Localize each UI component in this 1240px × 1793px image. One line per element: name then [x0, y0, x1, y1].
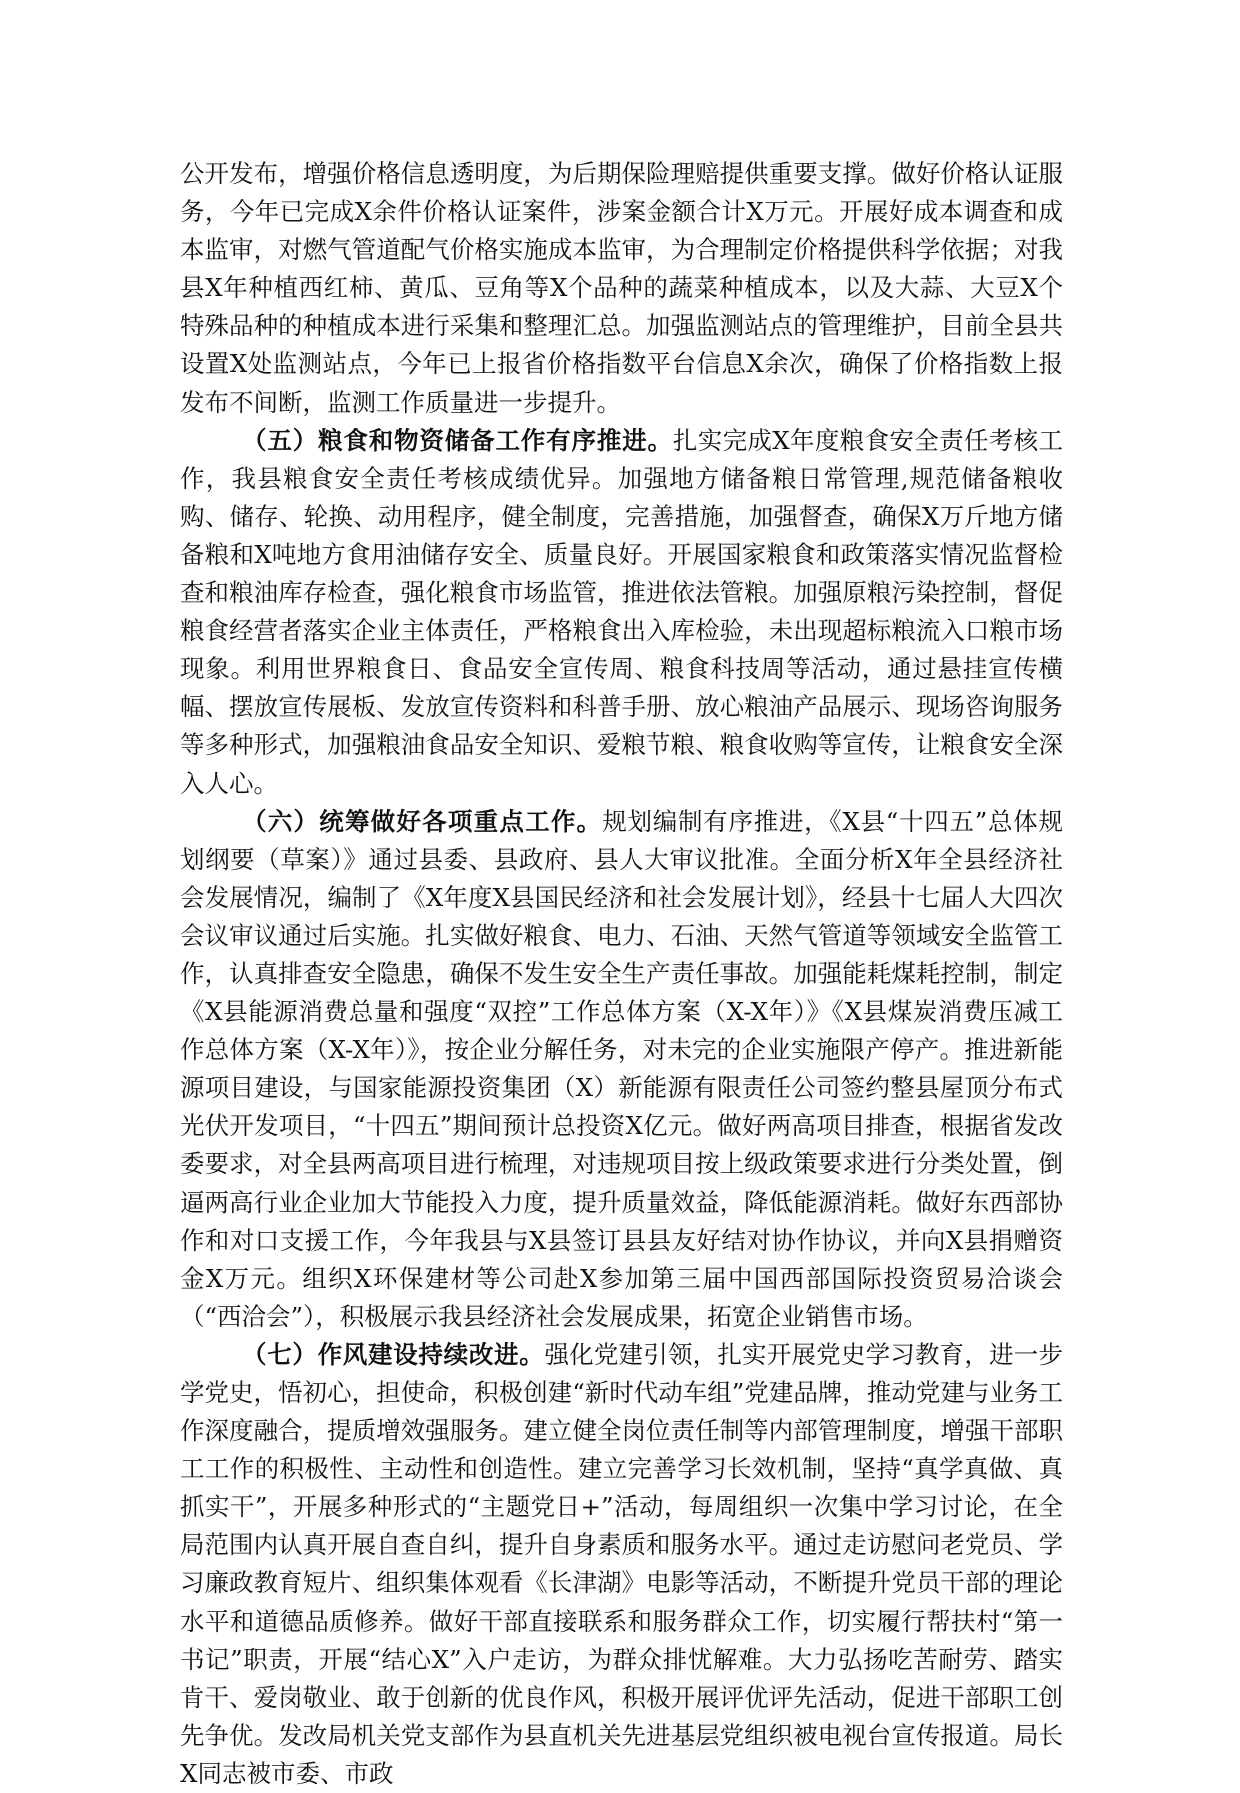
paragraph-text: 规划编制有序推进，《X县“十四五”总体规划纲要（草案）》通过县委、县政府、县人大审议批准。全面分析X年全县经济社会发展情况，编制了《X年度X县国民经济和社会发展计划》，经县十七届人大四次会议审议通过后实施。扎实做好粮食、电力、石油、天然气管道等领域安全监管工作，认真排查安全隐患，确保不发生安全生产责任事故。加强能耗煤耗控制，制定《X县能源消费总量和强度“双控”工作总体方案（X-X年）》《X县煤炭消费压减工作总体方案（X-X年）》，按企业分解任务，对未完的企业实施限产停产。推进新能源项目建设，与国家能源投资集团（X）新能源有限责任公司签约整县屋顶分布式光伏开发项目，“十四五”期间预计总投资X亿元。做好两高项目排查，根据省发改委要求，对全县两高项目进行梳理，对违规项目按上级政策要求进行分类处置，倒逼两高行业企业加大节能投入力度，提升质量效益，降低能源消耗。做好东西部协作和对口支援工作，今年我县与X县签订县县友好结对协作协议，并向X县捐赠资金X万元。组织X环保建材等公司赴X参加第三届中国西部国际投资贸易洽谈会（“西洽会”），积极展示我县经济社会发展成果，拓宽企业销售市场。 — [180, 806, 1063, 1331]
section-heading-7: （七）作风建设持续改进。 — [242, 1339, 545, 1369]
paragraph-text: 公开发布，增强价格信息透明度，为后期保险理赔提供重要支撑。做好价格认证服务，今年已完成X余件价格认证案件，涉案金额合计X万元。开展好成本调查和成本监审，对燃气管道配气价格实施成本监审，为合理制定价格提供科学依据；对我县X年种植西红柿、黄瓜、豆角等X个品种的蔬菜种植成本，以及大蒜、大豆X个特殊品种的种植成本进行采集和整理汇总。加强监测站点的管理维护，目前全县共设置X处监测站点，今年已上报省价格指数平台信息X余次，确保了价格指数上报发布不间断，监测工作质量进一步提升。 — [180, 159, 1063, 417]
section-heading-5: （五）粮食和物资储备工作有序推进。 — [242, 425, 673, 455]
paragraph-grain-reserve — [180, 422, 1063, 803]
paragraph-text: 强化党建引领，扎实开展党史学习教育，进一步学党史，悟初心，担使命，积极创建“新时代动车组”党建品牌，推动党建与业务工作深度融合，提质增效强服务。建立健全岗位责任制等内部管理制度，增强干部职工工作的积极性、主动性和创造性。建立完善学习长效机制，坚持“真学真做、真抓实干”，开展多种形式的“主题党日+”活动，每周组织一次集中学习讨论，在全局范围内认真开展自查自纠，提升自身素质和服务水平。通过走访慰问老党员、学习廉政教育短片、组织集体观看《长津湖》电影等活动，不断提升党员干部的理论水平和道德品质修养。做好干部直接联系和服务群众工作，切实履行帮扶村“第一书记”职责，开展“结心X”入户走访，为群众排忧解难。大力弘扬吃苦耐劳、踏实肯干、爱岗敬业、敢于创新的优良作风，积极开展评优评先活动，促进干部职工创先争优。发改局机关党支部作为县直机关先进基层党组织被电视台宣传报道。局长X同志被市委、市政 — [180, 1339, 1063, 1788]
paragraph-key-work — [180, 803, 1063, 1336]
paragraph-text: 扎实完成X年度粮食安全责任考核工作，我县粮食安全责任考核成绩优异。加强地方储备粮日常管理,规范储备粮收购、储存、轮换、动用程序，健全制度，完善措施，加强督查，确保X万斤地方储备粮和X吨地方食用油储存安全、质量良好。开展国家粮食和政策落实情况监督检查和粮油库存检查，强化粮食市场监管，推进依法管粮。加强原粮污染控制，督促粮食经营者落实企业主体责任，严格粮食出入库检验，未出现超标粮流入口粮市场现象。利用世界粮食日、食品安全宣传周、粮食科技周等活动，通过悬挂宣传横幅、摆放宣传展板、发放宣传资料和科普手册、放心粮油产品展示、现场咨询服务等多种形式，加强粮油食品安全知识、爱粮节粮、粮食收购等宣传，让粮食安全深入人心。 — [180, 425, 1063, 798]
paragraph-price-monitoring — [180, 155, 1063, 422]
section-heading-6: （六）统筹做好各项重点工作。 — [242, 806, 603, 836]
paragraph-work-style — [180, 1336, 1063, 1793]
document-body — [180, 155, 1063, 1793]
